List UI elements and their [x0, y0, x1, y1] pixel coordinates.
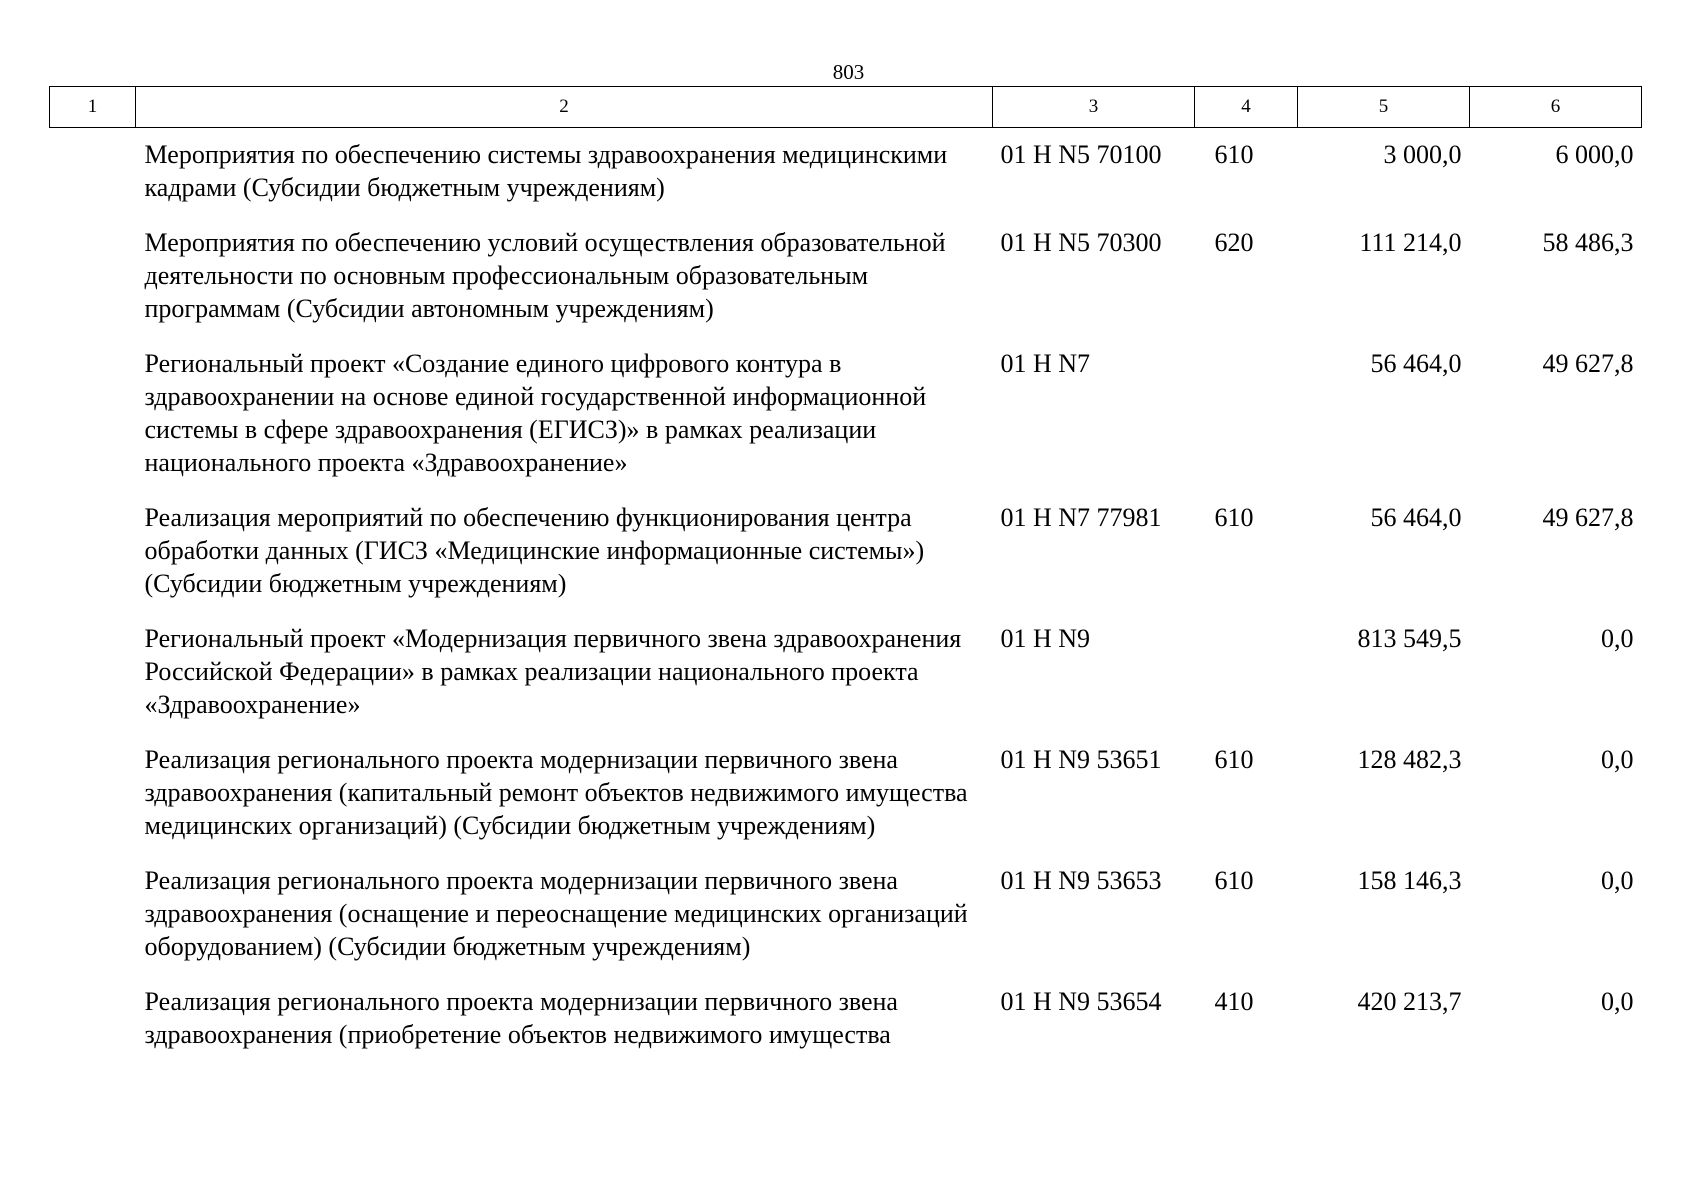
table-row [50, 337, 1642, 491]
item-code: 01 Н N9 53651 [1000, 745, 1162, 774]
amount-column-5: 56 464,0 [1370, 349, 1462, 378]
table-row [50, 216, 1642, 337]
amount-column-5: 813 549,5 [1357, 624, 1462, 653]
page-number: 803 [832, 60, 865, 84]
amount-column-6: 6 000,0 [1555, 140, 1634, 169]
amount-column-6: 49 627,8 [1542, 503, 1634, 532]
column-header-4: 4 [1195, 87, 1298, 128]
item-code: 01 Н N5 70100 [1000, 140, 1162, 169]
table-row [50, 733, 1642, 854]
amount-column-6: 0,0 [1601, 987, 1634, 1016]
column-header-5: 5 [1298, 87, 1470, 128]
expense-type: 410 [1214, 987, 1254, 1016]
amount-column-6: 0,0 [1601, 624, 1634, 653]
column-header-6: 6 [1470, 87, 1642, 128]
item-code: 01 Н N7 77981 [1000, 503, 1162, 532]
item-name: Мероприятия по обеспечению условий осуществления образовательной деятельности по основным профессиональным образовательным программам (Субсидии автономным учреждениям) [144, 228, 946, 323]
item-name: Региональный проект «Создание единого цифрового контура в здравоохранении на основе единой государственной информационной системы в сфере здравоохранения (ЕГИСЗ)» в рамках реализации национального проекта «Здравоохранение» [144, 349, 927, 477]
item-code: 01 Н N9 53653 [1000, 866, 1162, 895]
row-index-cell [50, 128, 136, 217]
item-code: 01 Н N9 [1000, 624, 1091, 653]
expense-type: 610 [1214, 140, 1254, 169]
item-name: Реализация регионального проекта модернизации первичного звена здравоохранения (капитальный ремонт объектов недвижимого имущества медицинских организаций) (Субсидии бюджетным учреждениям) [144, 745, 968, 840]
column-header-2: 2 [136, 87, 993, 128]
column-header-1: 1 [50, 87, 136, 128]
table-row [50, 491, 1642, 612]
expense-type [1195, 612, 1298, 733]
row-index-cell [50, 733, 136, 854]
item-name: Реализация регионального проекта модернизации первичного звена здравоохранения (приобретение объектов недвижимого имущества [144, 987, 898, 1049]
expense-type: 620 [1214, 228, 1254, 257]
amount-column-6: 58 486,3 [1542, 228, 1634, 257]
expense-type: 610 [1214, 866, 1254, 895]
amount-column-5: 128 482,3 [1357, 745, 1462, 774]
row-index-cell [50, 612, 136, 733]
item-code: 01 Н N5 70300 [1000, 228, 1162, 257]
item-name: Реализация мероприятий по обеспечению функционирования центра обработки данных (ГИСЗ «Медицинские информационные системы») (Субсидии бюджетным учреждениям) [144, 503, 925, 598]
item-name: Реализация регионального проекта модернизации первичного звена здравоохранения (оснащение и переоснащение медицинских организаций оборудованием) (Субсидии бюджетным учреждениям) [144, 866, 968, 961]
item-name: Региональный проект «Модернизация первичного звена здравоохранения Российской Федерации» в рамках реализации национального проекта «Здравоохранение» [144, 624, 962, 719]
row-index-cell [50, 975, 136, 1063]
budget-table [49, 86, 1642, 1063]
row-index-cell [50, 491, 136, 612]
amount-column-5: 111 214,0 [1359, 228, 1462, 257]
amount-column-5: 3 000,0 [1383, 140, 1462, 169]
header-row [50, 87, 1642, 128]
table-row [50, 612, 1642, 733]
table-row [50, 128, 1642, 217]
item-code: 01 Н N9 53654 [1000, 987, 1162, 1016]
table-row [50, 854, 1642, 975]
expense-type: 610 [1214, 503, 1254, 532]
item-name: Мероприятия по обеспечению системы здравоохранения медицинскими кадрами (Субсидии бюджетным учреждениям) [144, 140, 948, 202]
item-code: 01 Н N7 [1000, 349, 1091, 378]
amount-column-5: 420 213,7 [1357, 987, 1462, 1016]
row-index-cell [50, 337, 136, 491]
row-index-cell [50, 854, 136, 975]
column-header-3: 3 [993, 87, 1195, 128]
expense-type [1195, 337, 1298, 491]
amount-column-5: 56 464,0 [1370, 503, 1462, 532]
table-row [50, 975, 1642, 1063]
amount-column-5: 158 146,3 [1357, 866, 1462, 895]
expense-type: 610 [1214, 745, 1254, 774]
amount-column-6: 0,0 [1601, 745, 1634, 774]
amount-column-6: 49 627,8 [1542, 349, 1634, 378]
amount-column-6: 0,0 [1601, 866, 1634, 895]
row-index-cell [50, 216, 136, 337]
